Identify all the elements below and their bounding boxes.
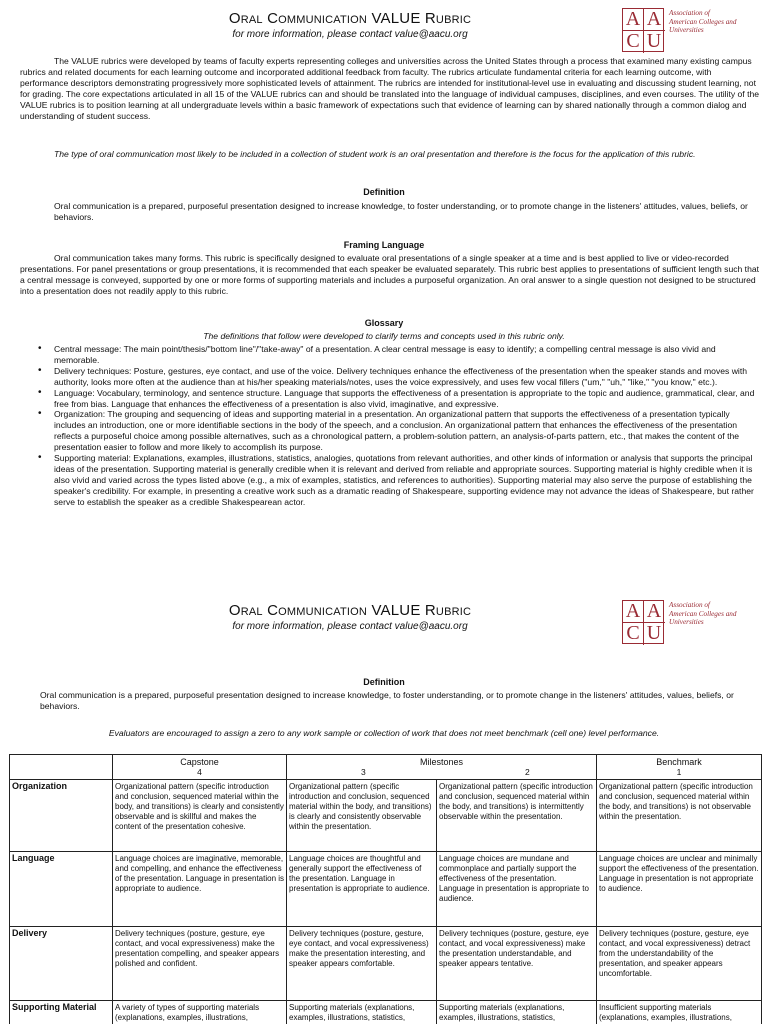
glossary-intro: The definitions that follow were developed to clarify terms and concepts used in this rubric only. <box>203 331 565 341</box>
aacu-logo-text: Association of American Colleges and Universities <box>669 9 737 35</box>
rubric-cell: Delivery techniques (posture, gesture, eye contact, and vocal expressiveness) make the presentation compelling, and speaker appears polished and confident. <box>113 927 287 1001</box>
criterion-label: Organization <box>10 780 113 852</box>
contact-subtitle: for more information, please contact value@aacu.org <box>232 29 468 40</box>
level-number: 1 <box>676 767 682 777</box>
rubric-cell: Supporting materials (explanations, examples, illustrations, statistics, <box>437 1001 597 1024</box>
glossary-item-supporting-material: • Supporting material: Explanations, examples, illustrations, statistics, analogies, quotations from relevant authorities, and other kinds of information or analysis that supports the principal ideas of the presentation. Supporting material is generally credible when it is relevant and derived from reliable and appropriate sources. Supporting material is highly credible when it is also vivid and varied across the types listed above (e.g., a mix of examples, statistics, and references to authorities). Supporting material may also serve the purpose of establishing the speaker's credibility. For example, in presenting a creative work such as a dramatic reading of Shakespeare, supporting evidence may not advance the ideas of Shakespeare, but rather serve to establish the speaker as a credible Shakespearean actor. <box>38 453 760 508</box>
glossary-list <box>38 344 760 508</box>
rubric-cell: Language choices are imaginative, memorable, and compelling, and enhance the effectiveness of the presentation. Language in presentation is appropriate to audience. <box>113 852 287 927</box>
page-title: Oral Communication VALUE Rubric <box>228 10 472 27</box>
rubric-cell: Organizational pattern (specific introduction and conclusion, sequenced material within the body, and transitions) is clearly and consistently observable and is skillful and makes the content of the presentation cohesive. <box>113 780 287 852</box>
glossary-item-delivery-techniques: • Delivery techniques: Posture, gestures, eye contact, and use of the voice. Delivery techniques enhance the effectiveness of the presentation when the speaker stands and moves with authority, looks more often at the audience than at his/her speaking materials/notes, uses the voice expressively, and uses few vocal fillers ("um," "uh," "like," "you know," etc.). <box>38 366 760 388</box>
rubric-header-row <box>10 755 762 780</box>
rubric-header-milestones: Milestones 3 2 <box>287 755 597 780</box>
evaluators-note: Evaluators are encouraged to assign a zero to any work sample or collection of work that does not meet benchmark (cell one) level performance. <box>108 728 660 738</box>
rubric-header-capstone: Capstone 4 <box>113 755 287 780</box>
rubric-cell: Supporting materials (explanations, examples, illustrations, statistics, <box>287 1001 437 1024</box>
aacu-logo-mark: A A C U <box>622 600 664 644</box>
aacu-logo-text: Association of American Colleges and Universities <box>669 601 737 627</box>
rubric-cell: Organizational pattern (specific introduction and conclusion, sequenced material within the body, and transitions) is not observable within the presentation. <box>597 780 762 852</box>
level-number: 4 <box>197 767 202 777</box>
definition-text: Oral communication is a prepared, purposeful presentation designed to increase knowledge, to foster understanding, or to promote change in the listeners' attitudes, values, beliefs, or behaviors. <box>54 201 748 222</box>
rubric-cell: Language choices are mundane and commonplace and partially support the effectiveness of the presentation. Language in presentation is appropriate to audience. <box>437 852 597 927</box>
criterion-label: Supporting Material <box>10 1001 113 1024</box>
level-number: 3 <box>361 767 366 777</box>
criterion-label: Language <box>10 852 113 927</box>
glossary-item-central-message: • Central message: The main point/thesis/"bottom line"/"take-away" of a presentation. A clear central message is easy to identify; a compelling central message is also vivid and memorable. <box>38 344 760 366</box>
framing-text: Oral communication takes many forms. This rubric is specifically designed to evaluate oral presentations of a single speaker at a time and is best applied to live or video-recorded presentations. For panel presentations or group presentations, it is recommended that each speaker be evaluated separately. This rubric best applies to presentations of sufficient length such that a central message is conveyed, supported by one or more forms of supporting materials and includes a purposeful organization. An oral answer to a single question not designed to be structured into a presentation does not readily apply to this rubric. <box>20 253 760 296</box>
rubric-cell: Language choices are unclear and minimally support the effectiveness of the presentation. Language in presentation is not appropriate to audience. <box>597 852 762 927</box>
focus-note: The type of oral communication most likely to be included in a collection of student work is an oral presentation and therefore is the focus for the application of this rubric. <box>54 149 696 159</box>
rubric-cell: Organizational pattern (specific introduction and conclusion, sequenced material within the body, and transitions) is clearly and consistently observable within the presentation. <box>287 780 437 852</box>
aacu-logo <box>622 8 764 52</box>
glossary-item-language: • Language: Vocabulary, terminology, and sentence structure. Language that supports the effectiveness of a presentation is appropriate to the topic and audience, grammatical, clear, and free from bias. Language that enhances the effectiveness of a presentation is also vivid, imaginative, and expressive. <box>38 388 760 410</box>
rubric-header-criterion <box>10 755 113 780</box>
glossary-heading: Glossary <box>364 318 404 328</box>
glossary-item-organization: • Organization: The grouping and sequencing of ideas and supporting material in a presentation. An organizational pattern that supports the effectiveness of a presentation typically includes an introduction, one or more identifiable sections in the body of the speech, and a conclusion. An organizational pattern that enhances the effectiveness of the presentation reflects a purposeful choice among possible alternatives, such as a chronological pattern, a problem-solution pattern, an analysis-of-parts pattern, etc., that makes the content of the presentation easier to follow and more likely to accomplish its purpose. <box>38 409 760 453</box>
rubric-header-benchmark: Benchmark 1 <box>597 755 762 780</box>
aacu-logo <box>622 600 764 644</box>
rubric-cell: Insufficient supporting materials (explanations, examples, illustrations, <box>597 1001 762 1024</box>
page-title: Oral Communication VALUE Rubric <box>228 602 472 619</box>
rubric-cell: A variety of types of supporting materials (explanations, examples, illustrations, <box>113 1001 287 1024</box>
aacu-logo-mark: A A C U <box>622 8 664 52</box>
rubric-cell: Delivery techniques (posture, gesture, eye contact, and vocal expressiveness) make the presentation understandable, and speaker appears tentative. <box>437 927 597 1001</box>
rubric-row-delivery <box>10 927 762 1001</box>
definition-heading: Definition <box>363 677 405 687</box>
rubric-row-organization <box>10 780 762 852</box>
definition-heading: Definition <box>363 187 405 197</box>
rubric-cell: Delivery techniques (posture, gesture, eye contact, and vocal expressiveness) make the presentation interesting, and speaker appears comfortable. <box>287 927 437 1001</box>
level-number: 2 <box>525 767 530 777</box>
rubric-row-language <box>10 852 762 927</box>
rubric-cell: Delivery techniques (posture, gesture, eye contact, and vocal expressiveness) detract from the understandability of the presentation, and speaker appears uncomfortable. <box>597 927 762 1001</box>
definition-text: Oral communication is a prepared, purposeful presentation designed to increase knowledge, to foster understanding, or to promote change in the listeners' attitudes, values, beliefs, or behaviors. <box>40 690 734 711</box>
contact-subtitle: for more information, please contact value@aacu.org <box>232 621 468 632</box>
rubric-table <box>9 754 762 1024</box>
intro-paragraph: The VALUE rubrics were developed by teams of faculty experts representing colleges and universities across the United States through a process that examined many existing campus rubrics and related documents for each learning outcome and incorporated additional feedback from faculty. The rubrics articulate fundamental criteria for each learning outcome, with performance descriptors demonstrating progressively more sophisticated levels of attainment. The rubrics are intended for institutional-level use in evaluating and discussing student learning, not for grading. The core expectations articulated in all 15 of the VALUE rubrics can and should be translated into the language of individual campuses, disciplines, and even courses. The utility of the VALUE rubrics is to position learning at all undergraduate levels within a basic framework of expectations such that evidence of learning can by shared nationally through a common dialog and understanding of student success. <box>20 56 760 121</box>
framing-heading: Framing Language <box>343 240 425 250</box>
rubric-cell: Language choices are thoughtful and generally support the effectiveness of the presentation. Language in presentation is appropriate to audience. <box>287 852 437 927</box>
rubric-cell: Organizational pattern (specific introduction and conclusion, sequenced material within the body, and transitions) is intermittently observable within the presentation. <box>437 780 597 852</box>
rubric-row-supporting-material <box>10 1001 762 1024</box>
criterion-label: Delivery <box>10 927 113 1001</box>
